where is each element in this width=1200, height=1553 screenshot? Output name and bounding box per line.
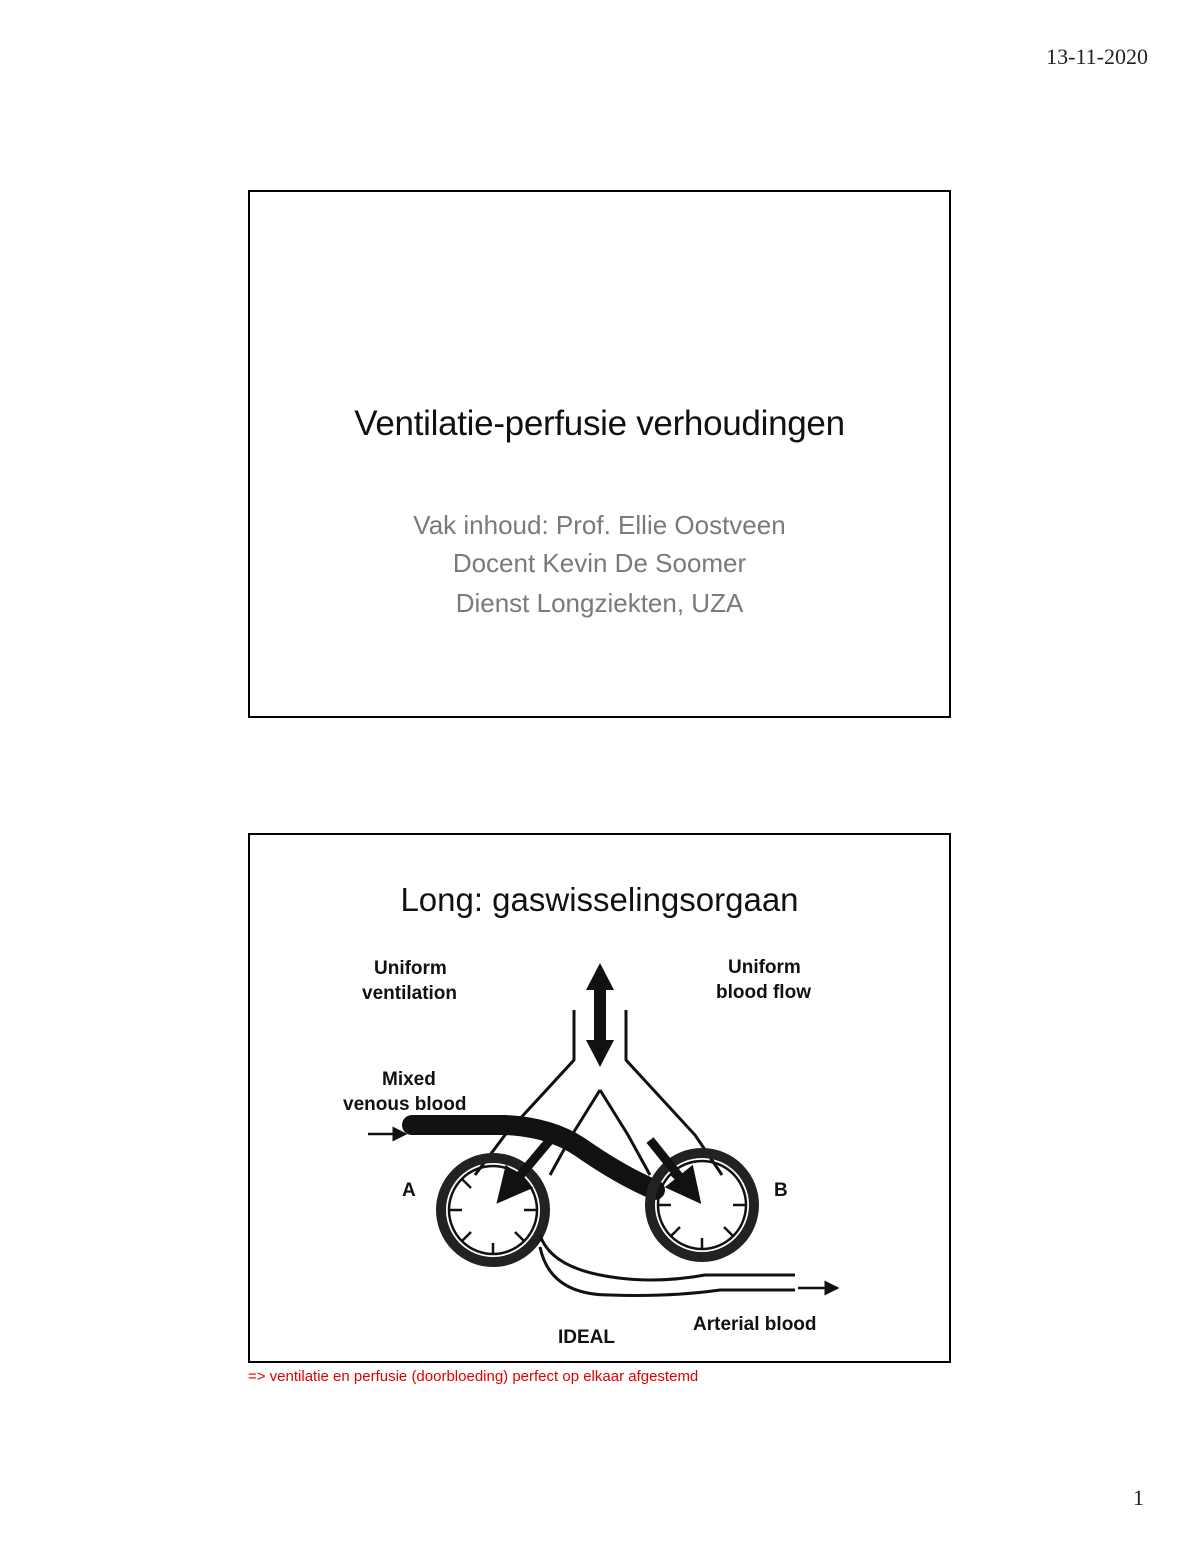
alveolus-a — [441, 1158, 545, 1262]
label-a: A — [402, 1180, 416, 1201]
slide-1-subtitle-line-1: Vak inhoud: Prof. Ellie Oostveen — [413, 510, 786, 540]
slide-1-title: Ventilatie-perfusie verhoudingen — [354, 404, 845, 443]
slide-1-subtitle-line-3: Dienst Longziekten, UZA — [455, 588, 744, 618]
ventilation-perfusion-diagram — [250, 835, 949, 1361]
slide-1-subtitle-line-2: Docent Kevin De Soomer — [452, 548, 747, 578]
slide-title — [248, 190, 951, 718]
slide-2-annotation: => ventilatie en perfusie (doorbloeding) perfect op elkaar afgestemd — [248, 1368, 699, 1385]
label-b: B — [774, 1180, 788, 1201]
label-uniform-ventilation-2: ventilation — [362, 983, 458, 1004]
label-uniform-blood-flow-1: Uniform — [728, 957, 801, 978]
slide-gas-exchange — [248, 833, 951, 1363]
alveolus-b — [650, 1153, 754, 1257]
label-arterial-blood: Arterial blood — [693, 1314, 817, 1335]
ventilation-arrow — [586, 963, 614, 1067]
label-mixed-venous-1: Mixed — [382, 1069, 436, 1090]
label-mixed-venous-2: venous blood — [343, 1094, 467, 1115]
page-date: 13-11-2020 — [1046, 44, 1148, 69]
slide-2-title: Long: gaswisselingsorgaan — [400, 881, 799, 918]
label-ideal: IDEAL — [558, 1327, 615, 1348]
label-uniform-blood-flow-2: blood flow — [716, 982, 811, 1003]
label-uniform-ventilation-1: Uniform — [374, 958, 447, 979]
page-number: 1 — [1133, 1485, 1144, 1510]
